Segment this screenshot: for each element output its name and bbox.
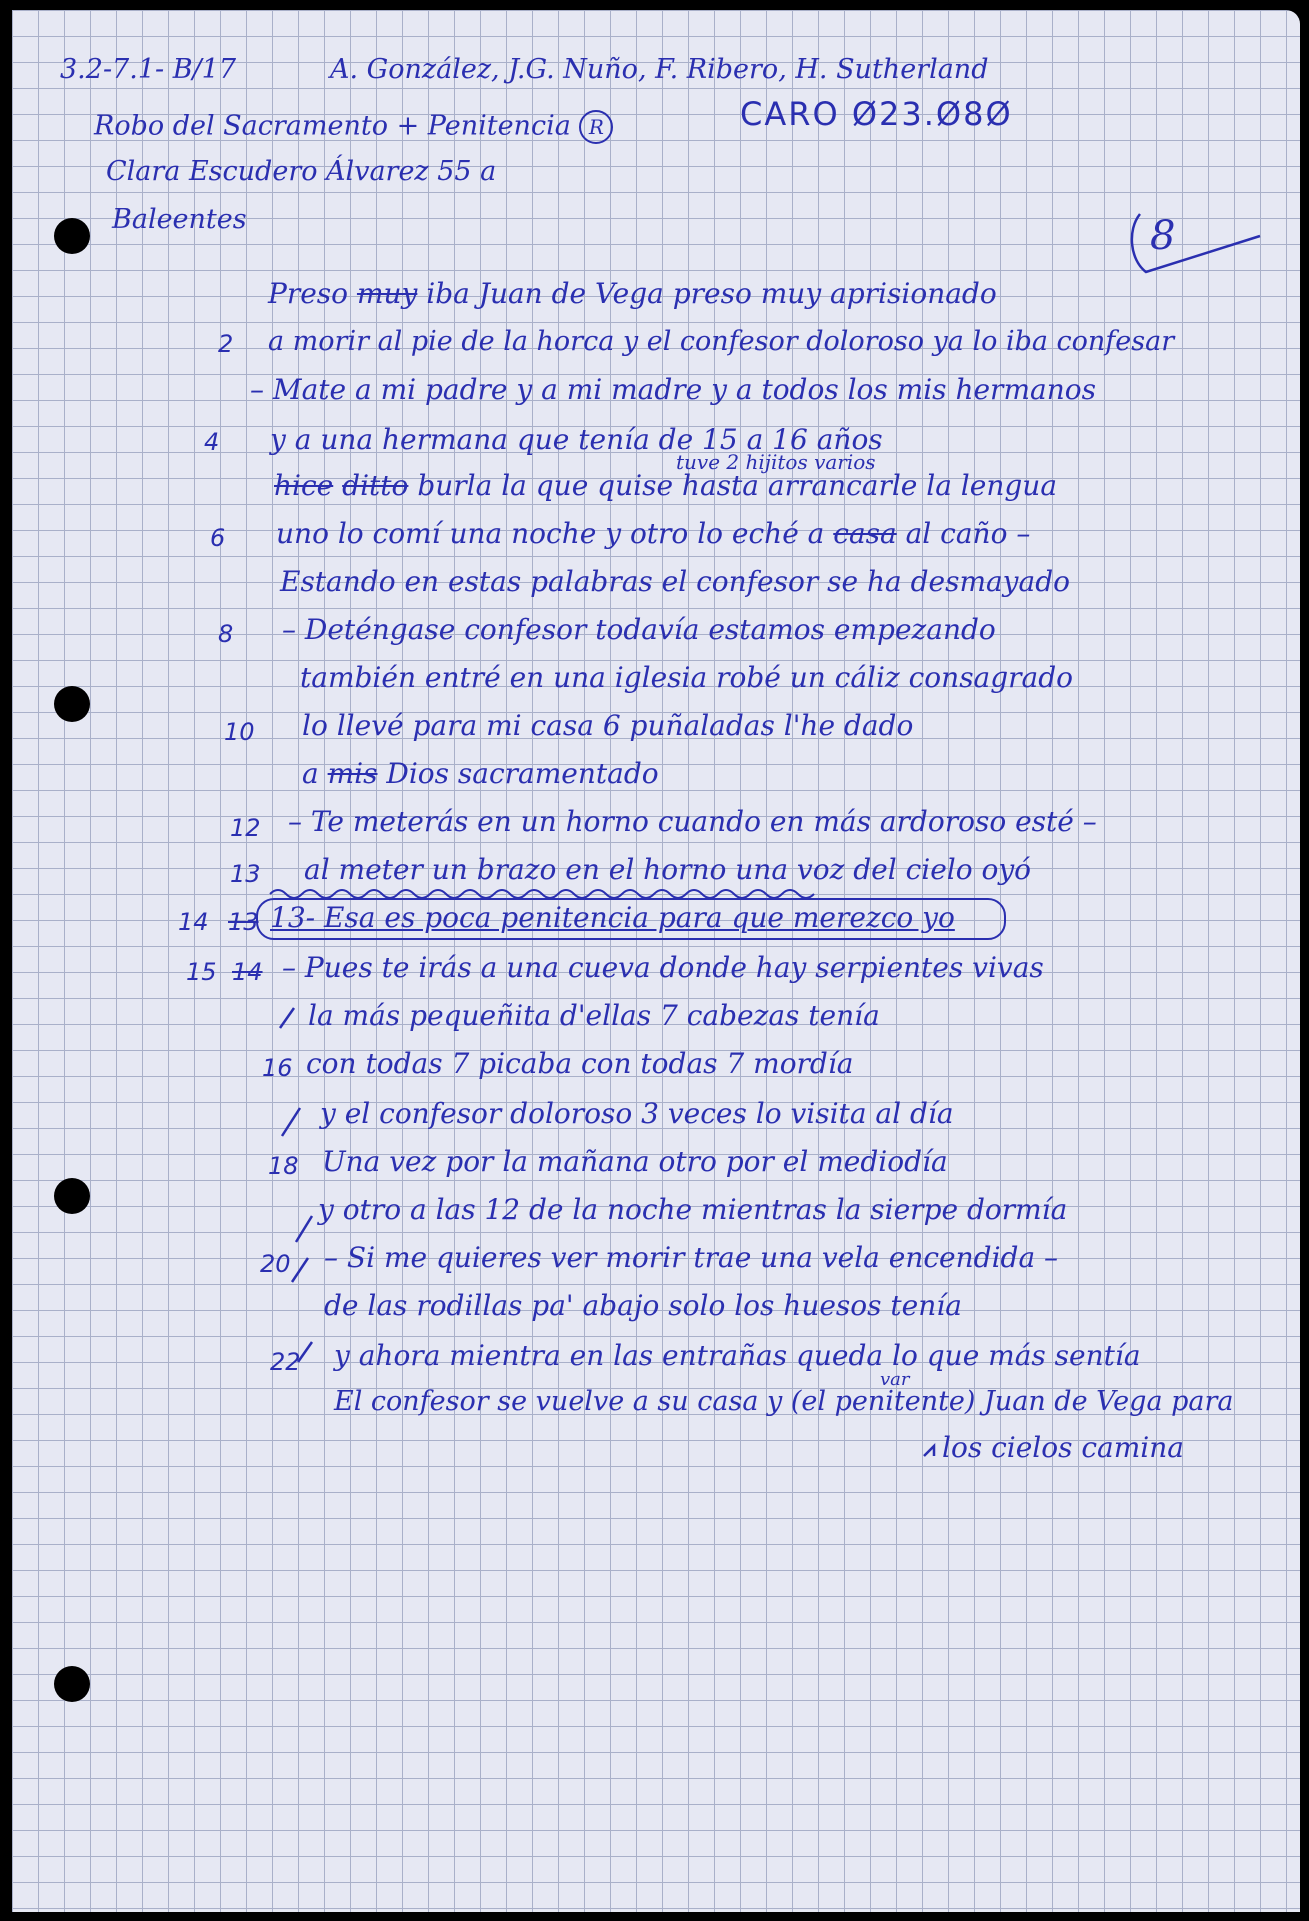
line-text-continued: Dios sacramentado xyxy=(386,757,659,790)
ballad-line-6 xyxy=(276,518,1030,550)
ballad-line-21: – Si me quieres ver morir trae una vela encendida – xyxy=(324,1241,1059,1274)
ballad-line-16: la más pequeñita d'ellas 7 cabezas tenía xyxy=(308,999,880,1032)
binder-hole-4 xyxy=(54,1666,90,1702)
line-number-13: 13 xyxy=(230,860,261,888)
line-text: a xyxy=(302,757,319,790)
catalog-code: CARO Ø23.Ø8Ø xyxy=(740,95,1013,133)
ballad-line-9: también entré en una iglesia robé un cáliz consagrado xyxy=(300,661,1074,694)
ballad-line-8: – Deténgase confesor todavía estamos empezando xyxy=(282,613,996,646)
margin-tick-marks xyxy=(12,10,13,11)
line-number-15: 15 xyxy=(186,958,217,986)
circled-mark-letter: R xyxy=(588,115,604,139)
ballad-line-1 xyxy=(268,278,997,310)
ballad-line-14: 13- Esa es poca penitencia para que merezco yo xyxy=(270,901,955,934)
line-number-18: 18 xyxy=(268,1152,299,1180)
line-number-8: 8 xyxy=(218,620,234,648)
ballad-line-17: con todas 7 picaba con todas 7 mordía xyxy=(306,1047,854,1080)
line-text: Preso xyxy=(268,277,349,310)
ballad-line-10: lo llevé para mi casa 6 puñaladas l'he dado xyxy=(302,709,914,742)
line-number-4: 4 xyxy=(204,428,220,456)
page-number: 8 xyxy=(1150,213,1176,259)
binder-hole-2 xyxy=(54,686,90,722)
line-number-22: 22 xyxy=(270,1348,301,1376)
ballad-line-7: Estando en estas palabras el confesor se ha desmayado xyxy=(280,565,1070,598)
circled-mark xyxy=(579,110,613,144)
struck-line-number-14: 14 xyxy=(232,958,263,986)
ballad-line-5 xyxy=(274,470,1057,502)
struck-word-2: ditto xyxy=(342,469,409,502)
struck-word: casa xyxy=(833,517,897,550)
binder-hole-3 xyxy=(54,1178,90,1214)
line-number-2: 2 xyxy=(218,330,234,358)
ballad-line-25: los cielos camina xyxy=(942,1431,1184,1464)
ballad-title xyxy=(94,110,613,144)
ballad-line-19: Una vez por la mañana otro por el mediodía xyxy=(322,1145,948,1178)
place-name: Baleentes xyxy=(112,204,247,235)
ballad-line-22: de las rodillas pa' abajo solo los huesos tenía xyxy=(324,1289,962,1322)
informant-info: Clara Escudero Álvarez 55 a xyxy=(106,156,497,187)
ballad-line-11 xyxy=(302,758,659,790)
ballad-line-12: – Te meterás en un horno cuando en más ardoroso esté – xyxy=(288,805,1097,838)
interlinear-insert-2: var xyxy=(880,1369,910,1390)
line-number-16: 16 xyxy=(262,1054,293,1082)
struck-line-number-13: 13 xyxy=(228,908,259,936)
struck-word: muy xyxy=(356,277,418,310)
line-number-10: 10 xyxy=(224,718,255,746)
line-number-20: 20 xyxy=(260,1250,291,1278)
ballad-line-15: – Pues te irás a una cueva donde hay serpientes vivas xyxy=(282,951,1044,984)
line-text: uno lo comí una noche y otro lo eché a xyxy=(276,517,825,550)
archive-reference: 3.2-7.1- B/17 xyxy=(60,54,237,85)
ballad-line-4: y a una hermana que tenía de 15 a 16 años xyxy=(270,423,883,456)
ballad-title-text: Robo del Sacramento + Penitencia xyxy=(94,110,571,142)
line-text: burla la que quise hasta arrancarle la lengua xyxy=(417,469,1058,502)
interlinear-insert-1: tuve 2 hijitos varios xyxy=(676,450,876,474)
ballad-line-24: El confesor se vuelve a su casa y (el penitente) Juan de Vega para xyxy=(334,1386,1234,1417)
ballad-line-2: a morir al pie de la horca y el confesor doloroso ya lo iba confesar xyxy=(268,326,1175,357)
collector-names: A. González, J.G. Nuño, F. Ribero, H. Sutherland xyxy=(330,54,989,85)
line-number-12: 12 xyxy=(230,814,261,842)
line-text-continued: al caño – xyxy=(905,517,1031,550)
line-number-14: 14 xyxy=(178,908,209,936)
ballad-line-18: y el confesor doloroso 3 veces lo visita al día xyxy=(320,1097,954,1130)
struck-word: hice xyxy=(274,469,334,502)
ballad-line-3: – Mate a mi padre y a mi madre y a todos los mis hermanos xyxy=(250,373,1096,406)
line-text-continued: iba Juan de Vega preso muy aprisionado xyxy=(426,277,997,310)
line-number-6: 6 xyxy=(210,524,226,552)
binder-hole-1 xyxy=(54,218,90,254)
ballad-line-13: al meter un brazo en el horno una voz del cielo oyó xyxy=(304,853,1032,886)
struck-word: mis xyxy=(327,757,378,790)
ballad-line-23: y ahora mientra en las entrañas queda lo que más sentía xyxy=(334,1339,1141,1372)
ballad-line-20: y otro a las 12 de la noche mientras la sierpe dormía xyxy=(318,1193,1068,1226)
notebook-page xyxy=(12,10,1300,1912)
